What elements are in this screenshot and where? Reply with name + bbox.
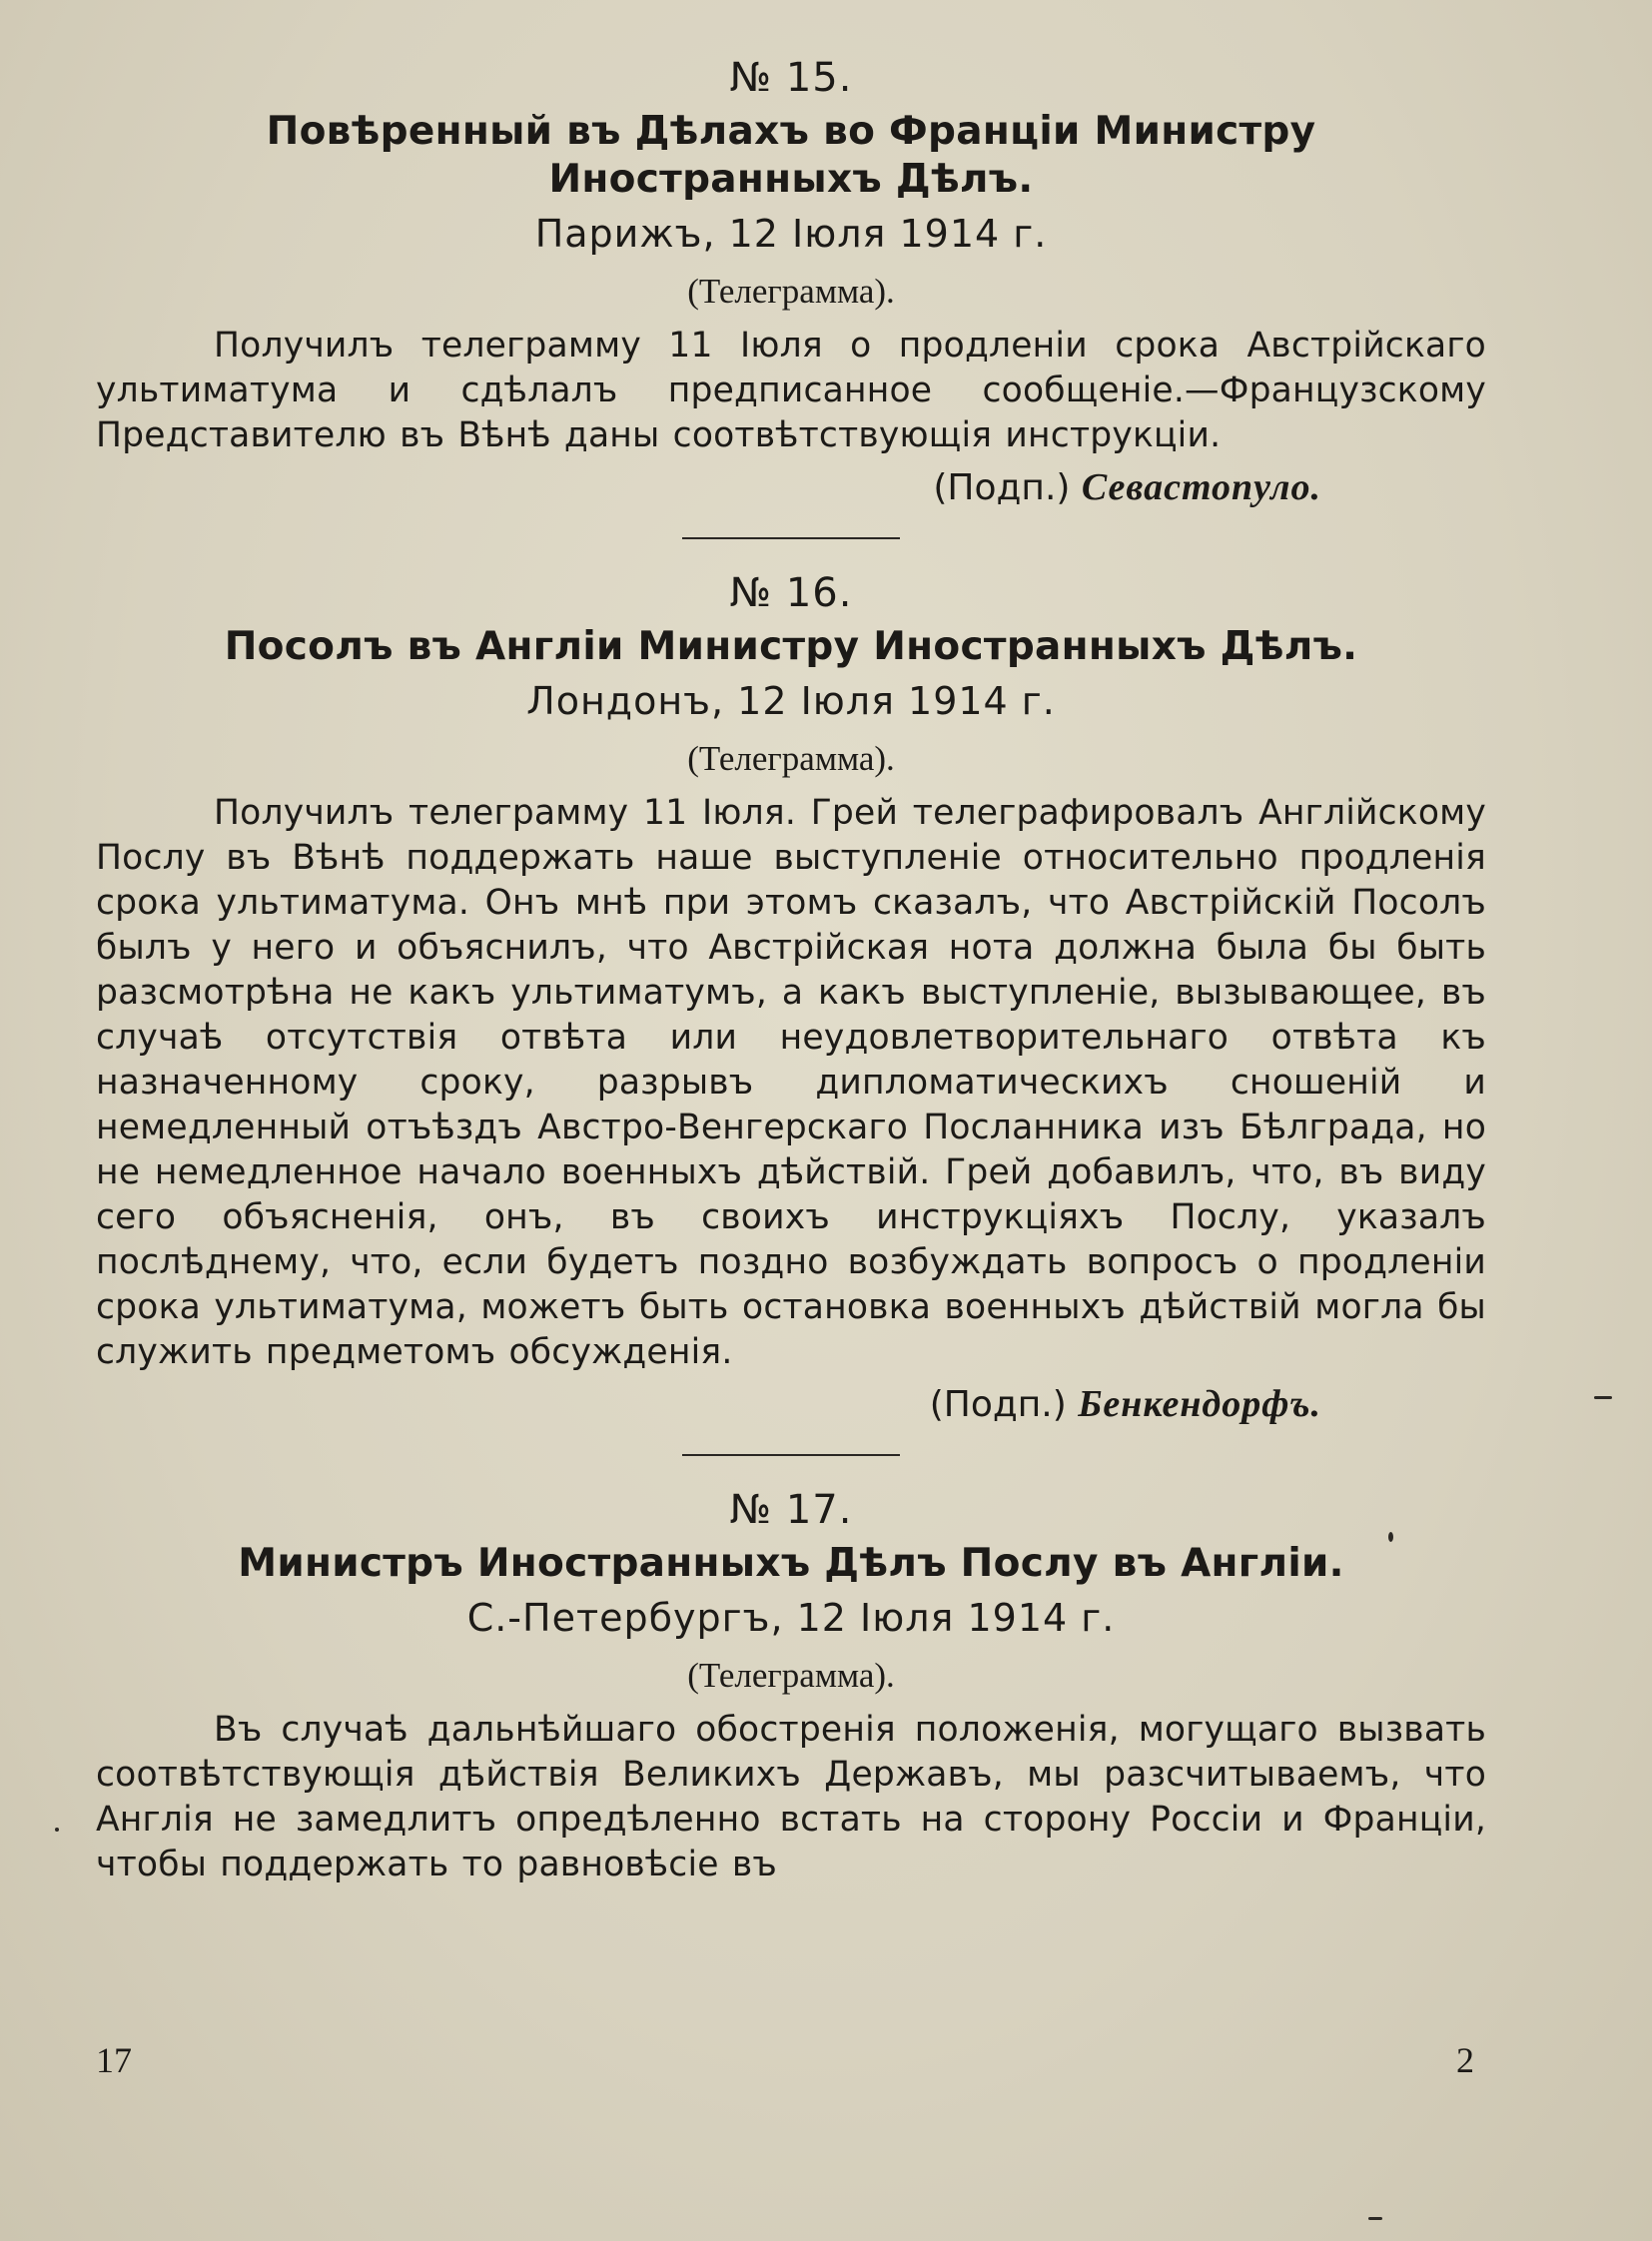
document-heading: Повѣренный въ Дѣлахъ во Франціи Министру Иностранныхъ Дѣлъ. (266, 109, 1316, 202)
ink-speck (1388, 1532, 1393, 1542)
document-type: (Телеграмма). (687, 1656, 895, 1695)
ink-speck (1368, 2217, 1382, 2220)
sheet-number: 2 (1456, 2040, 1474, 2080)
signature-name: Бенкендорфъ. (1078, 1383, 1321, 1425)
document-17 (96, 1482, 1486, 1887)
signature-mark: 17 (96, 2040, 132, 2080)
signature-name: Севастопуло. (1081, 466, 1321, 508)
signature-prefix: (Подп.) (933, 467, 1071, 508)
document-number: № 16. (729, 570, 853, 616)
document-number: № 15. (729, 55, 853, 101)
document-number: № 17. (729, 1487, 853, 1533)
document-type: (Телеграмма). (687, 272, 895, 311)
document-heading: Посолъ въ Англіи Министру Иностранныхъ Дѣлъ. (224, 624, 1358, 669)
document-body: Получилъ телеграмму 11 Іюля о продленіи срока Австрійскаго ультиматума и сдѣлалъ предписанное сообщеніе.—Французскому Представителю въ Вѣнѣ даны соотвѣтствующія инструкціи. (96, 326, 1486, 455)
section-separator (682, 1454, 900, 1456)
ink-speck (1594, 1396, 1612, 1399)
document-signature (96, 462, 1486, 513)
document-body: Получилъ телеграмму 11 Іюля. Грей телеграфировалъ Англійскому Послу въ Вѣнѣ поддержать наше выступленіе относительно продленія срока ультиматума. Онъ мнѣ при этомъ сказалъ, что Австрійскій Посолъ былъ у него и объяснилъ, что Австрійская нота должна была бы быть разсмотрѣна не какъ ультиматумъ, а какъ выступленіе, вызывающее, въ случаѣ отсутствія отвѣта или неудовлетворительнаго отвѣта къ назначенному сроку, разрывъ дипломатическихъ сношеній и немедленный отъѣздъ Австро-Венгерскаго Посланника изъ Бѣлграда, но не немедленное начало военныхъ дѣйствій. Грей добавилъ, что, въ виду сего объясненія, онъ, въ своихъ инструкціяхъ Послу, указалъ послѣднему, что, если будетъ поздно возбуждать вопросъ о продленіи срока ультиматума, можетъ быть остановка военныхъ дѣйствій могла бы служить предметомъ обсужденія. (96, 793, 1486, 1372)
section-separator (682, 537, 900, 539)
document-body: Въ случаѣ дальнѣйшаго обостренія положенія, могущаго вызвать соотвѣтствующія дѣйствія Великихъ Державъ, мы разсчитываемъ, что Англія не замедлитъ опредѣленно встать на сторону Россіи и Франціи, чтобы поддержать то равновѣсіе въ (96, 1710, 1486, 1884)
document-dateline: Парижъ, 12 Іюля 1914 г. (534, 212, 1048, 256)
document-heading: Министръ Иностранныхъ Дѣлъ Послу въ Англіи. (238, 1541, 1344, 1586)
document-dateline: Лондонъ, 12 Іюля 1914 г. (526, 679, 1056, 723)
document-signature (96, 1379, 1486, 1430)
ink-speck (55, 1828, 59, 1832)
document-dateline: С.-Петербургъ, 12 Іюля 1914 г. (466, 1596, 1116, 1640)
page-footer (96, 2039, 1474, 2089)
document-page (96, 50, 1486, 1887)
document-15 (96, 50, 1486, 513)
signature-prefix: (Подп.) (929, 1384, 1067, 1425)
document-16 (96, 565, 1486, 1430)
document-type: (Телеграмма). (687, 739, 895, 778)
